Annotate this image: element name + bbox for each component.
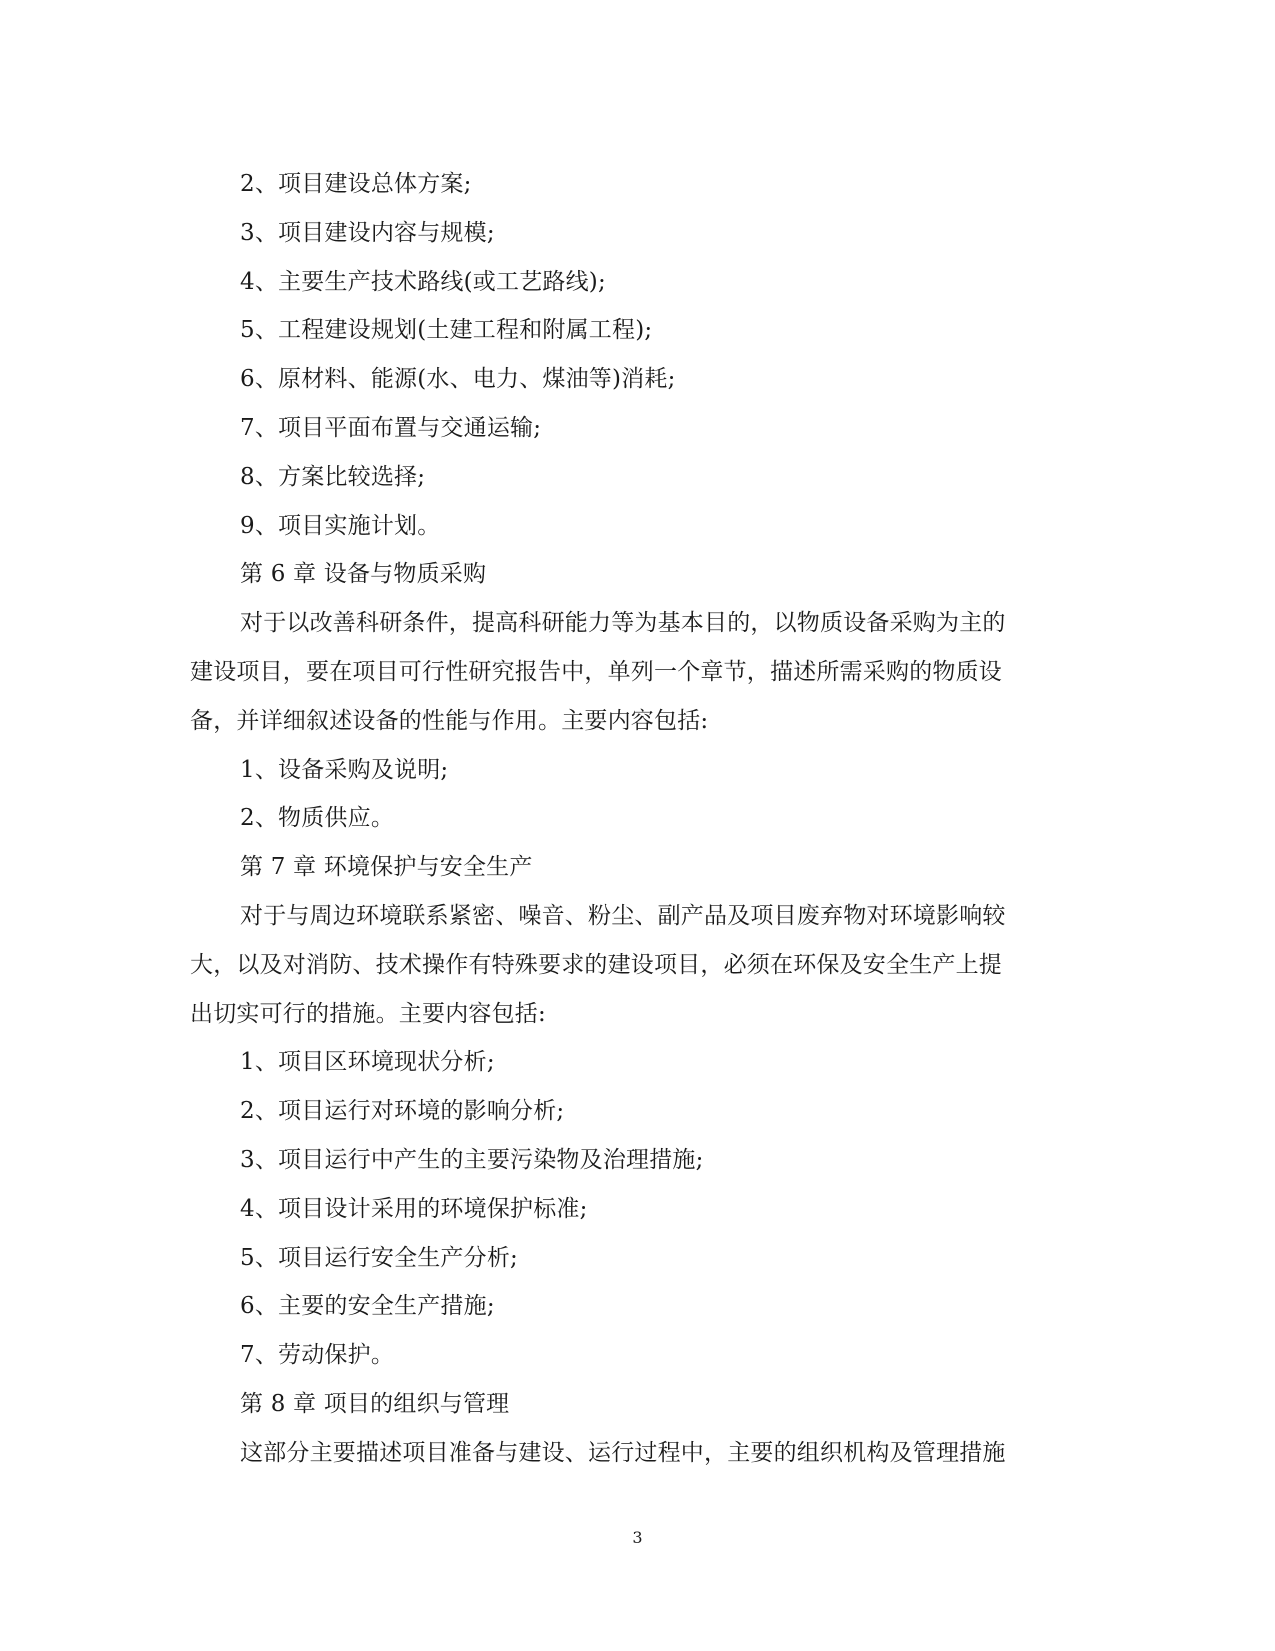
list-item: 1、设备采购及说明;	[240, 756, 449, 783]
chapter-heading: 第 8 章 项目的组织与管理	[240, 1390, 510, 1417]
list-item: 9、项目实施计划。	[240, 512, 441, 539]
paragraph-line: 出切实可行的措施。主要内容包括:	[190, 1000, 546, 1027]
list-item: 8、方案比较选择;	[240, 463, 426, 490]
list-item: 2、物质供应。	[240, 805, 395, 832]
list-item: 4、主要生产技术路线(或工艺路线);	[240, 268, 606, 295]
paragraph-line: 备，并详细叙述设备的性能与作用。主要内容包括:	[190, 707, 709, 734]
list-item: 4、项目设计采用的环境保护标准;	[240, 1195, 588, 1222]
list-item: 1、项目区环境现状分析;	[240, 1049, 495, 1076]
page-number: 3	[632, 1528, 643, 1547]
list-item: 7、劳动保护。	[240, 1342, 395, 1369]
paragraph-line: 大，以及对消防、技术操作有特殊要求的建设项目，必须在环保及安全生产上提	[190, 951, 1002, 978]
list-item: 5、工程建设规划(土建工程和附属工程);	[240, 317, 653, 344]
list-item: 6、主要的安全生产措施;	[240, 1293, 495, 1320]
paragraph-line: 这部分主要描述项目准备与建设、运行过程中，主要的组织机构及管理措施	[240, 1439, 1006, 1466]
list-item: 3、项目运行中产生的主要污染物及治理措施;	[240, 1146, 704, 1173]
list-item: 2、项目建设总体方案;	[240, 171, 472, 197]
list-item: 2、项目运行对环境的影响分析;	[240, 1098, 565, 1125]
paragraph-line: 建设项目，要在项目可行性研究报告中，单列一个章节，描述所需采购的物质设	[190, 658, 1002, 685]
chapter-heading: 第 6 章 设备与物质采购	[240, 561, 487, 588]
list-item: 3、项目建设内容与规模;	[240, 219, 495, 246]
list-item: 5、项目运行安全生产分析;	[240, 1244, 518, 1271]
chapter-heading: 第 7 章 环境保护与安全生产	[240, 854, 533, 881]
paragraph-line: 对于与周边环境联系紧密、噪音、粉尘、副产品及项目废弃物对环境影响较	[240, 902, 1006, 929]
list-item: 7、项目平面布置与交通运输;	[240, 414, 542, 441]
document-body	[190, 160, 1070, 1478]
paragraph-line: 对于以改善科研条件，提高科研能力等为基本目的，以物质设备采购为主的	[240, 610, 1006, 637]
list-item: 6、原材料、能源(水、电力、煤油等)消耗;	[240, 366, 676, 393]
